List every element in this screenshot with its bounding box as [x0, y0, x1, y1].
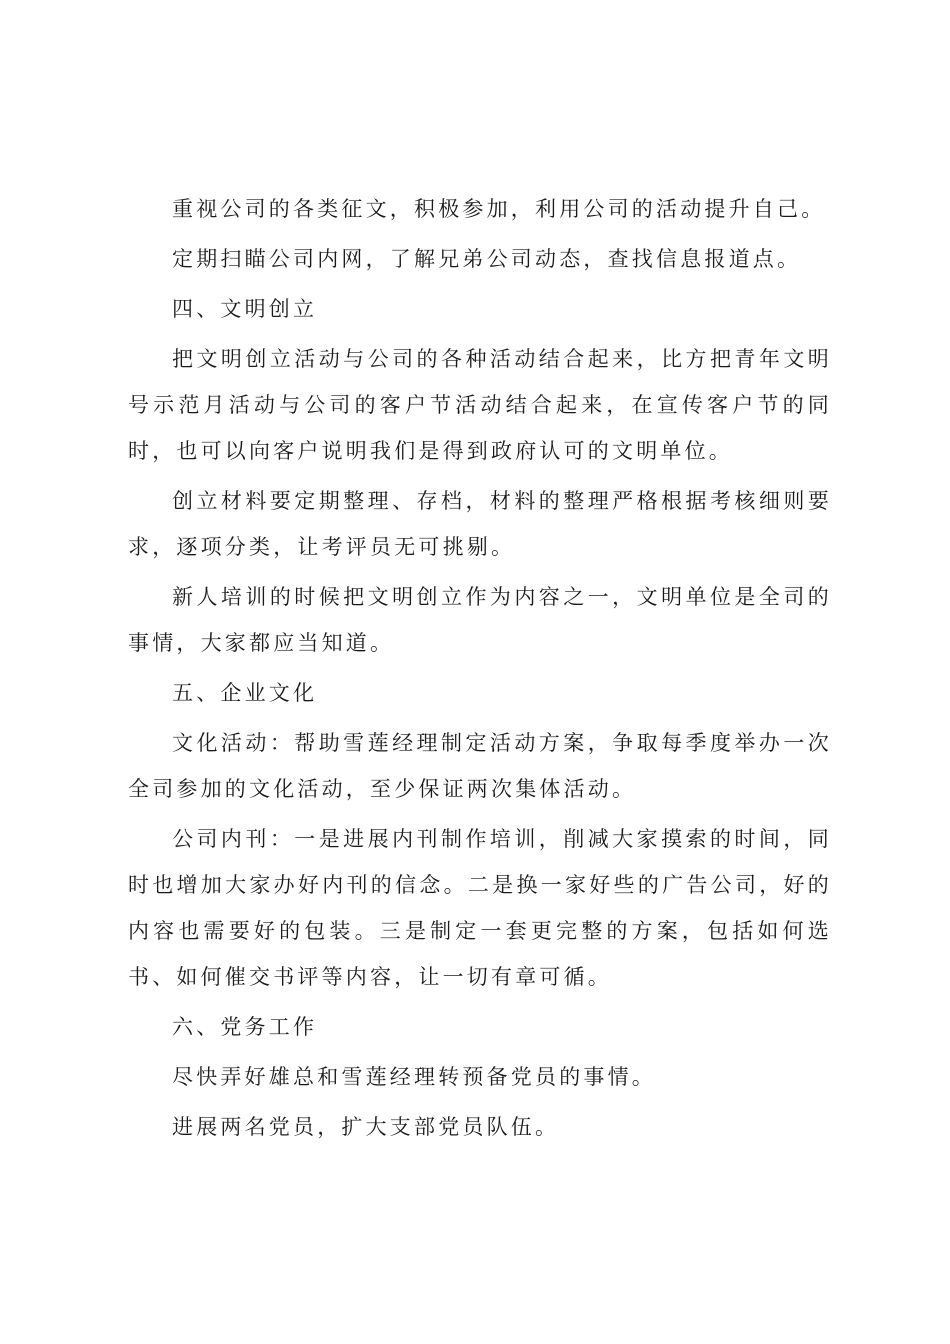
document-body — [128, 186, 832, 1154]
paragraph-materials: 创立材料要定期整理、存档，材料的整理严格根据考核细则要求，逐项分类，让考评员无可挑剔。 — [128, 489, 832, 559]
paragraph-civilization-activities: 把文明创立活动与公司的各种活动结合起来，比方把青年文明号示范月活动与公司的客户节活动结合起来，在宣传客户节的同时，也可以向客户说明我们是得到政府认可的文明单位。 — [128, 347, 832, 463]
paragraph-intranet: 定期扫瞄公司内网，了解兄弟公司动态，查找信息报道点。 — [172, 247, 802, 271]
paragraph-probationary-members: 尽快弄好雄总和雪莲经理转预备党员的事情。 — [172, 1065, 656, 1089]
paragraph-internal-magazine: 公司内刊：一是进展内刊制作培训，削减大家摸索的时间，同时也增加大家办好内刊的信念。二是换一家好些的广告公司，好的内容也需要好的包装。三是制定一套更完整的方案，包括如何选书、如何催交书评等内容，让一切有章可循。 — [128, 827, 832, 989]
section-heading-culture: 五、企业文化 — [172, 681, 318, 705]
paragraph-essays: 重视公司的各类征文，积极参加，利用公司的活动提升自己。 — [172, 197, 826, 221]
paragraph-develop-members: 进展两名党员，扩大支部党员队伍。 — [172, 1115, 560, 1139]
paragraph-culture-activities: 文化活动：帮助雪莲经理制定活动方案，争取每季度举办一次全司参加的文化活动，至少保证两次集体活动。 — [128, 731, 832, 801]
section-heading-party: 六、党务工作 — [172, 1015, 318, 1039]
paragraph-new-staff-training: 新人培训的时候把文明创立作为内容之一，文明单位是全司的事情，大家都应当知道。 — [128, 585, 832, 655]
section-heading-civilization: 四、文明创立 — [172, 297, 318, 321]
